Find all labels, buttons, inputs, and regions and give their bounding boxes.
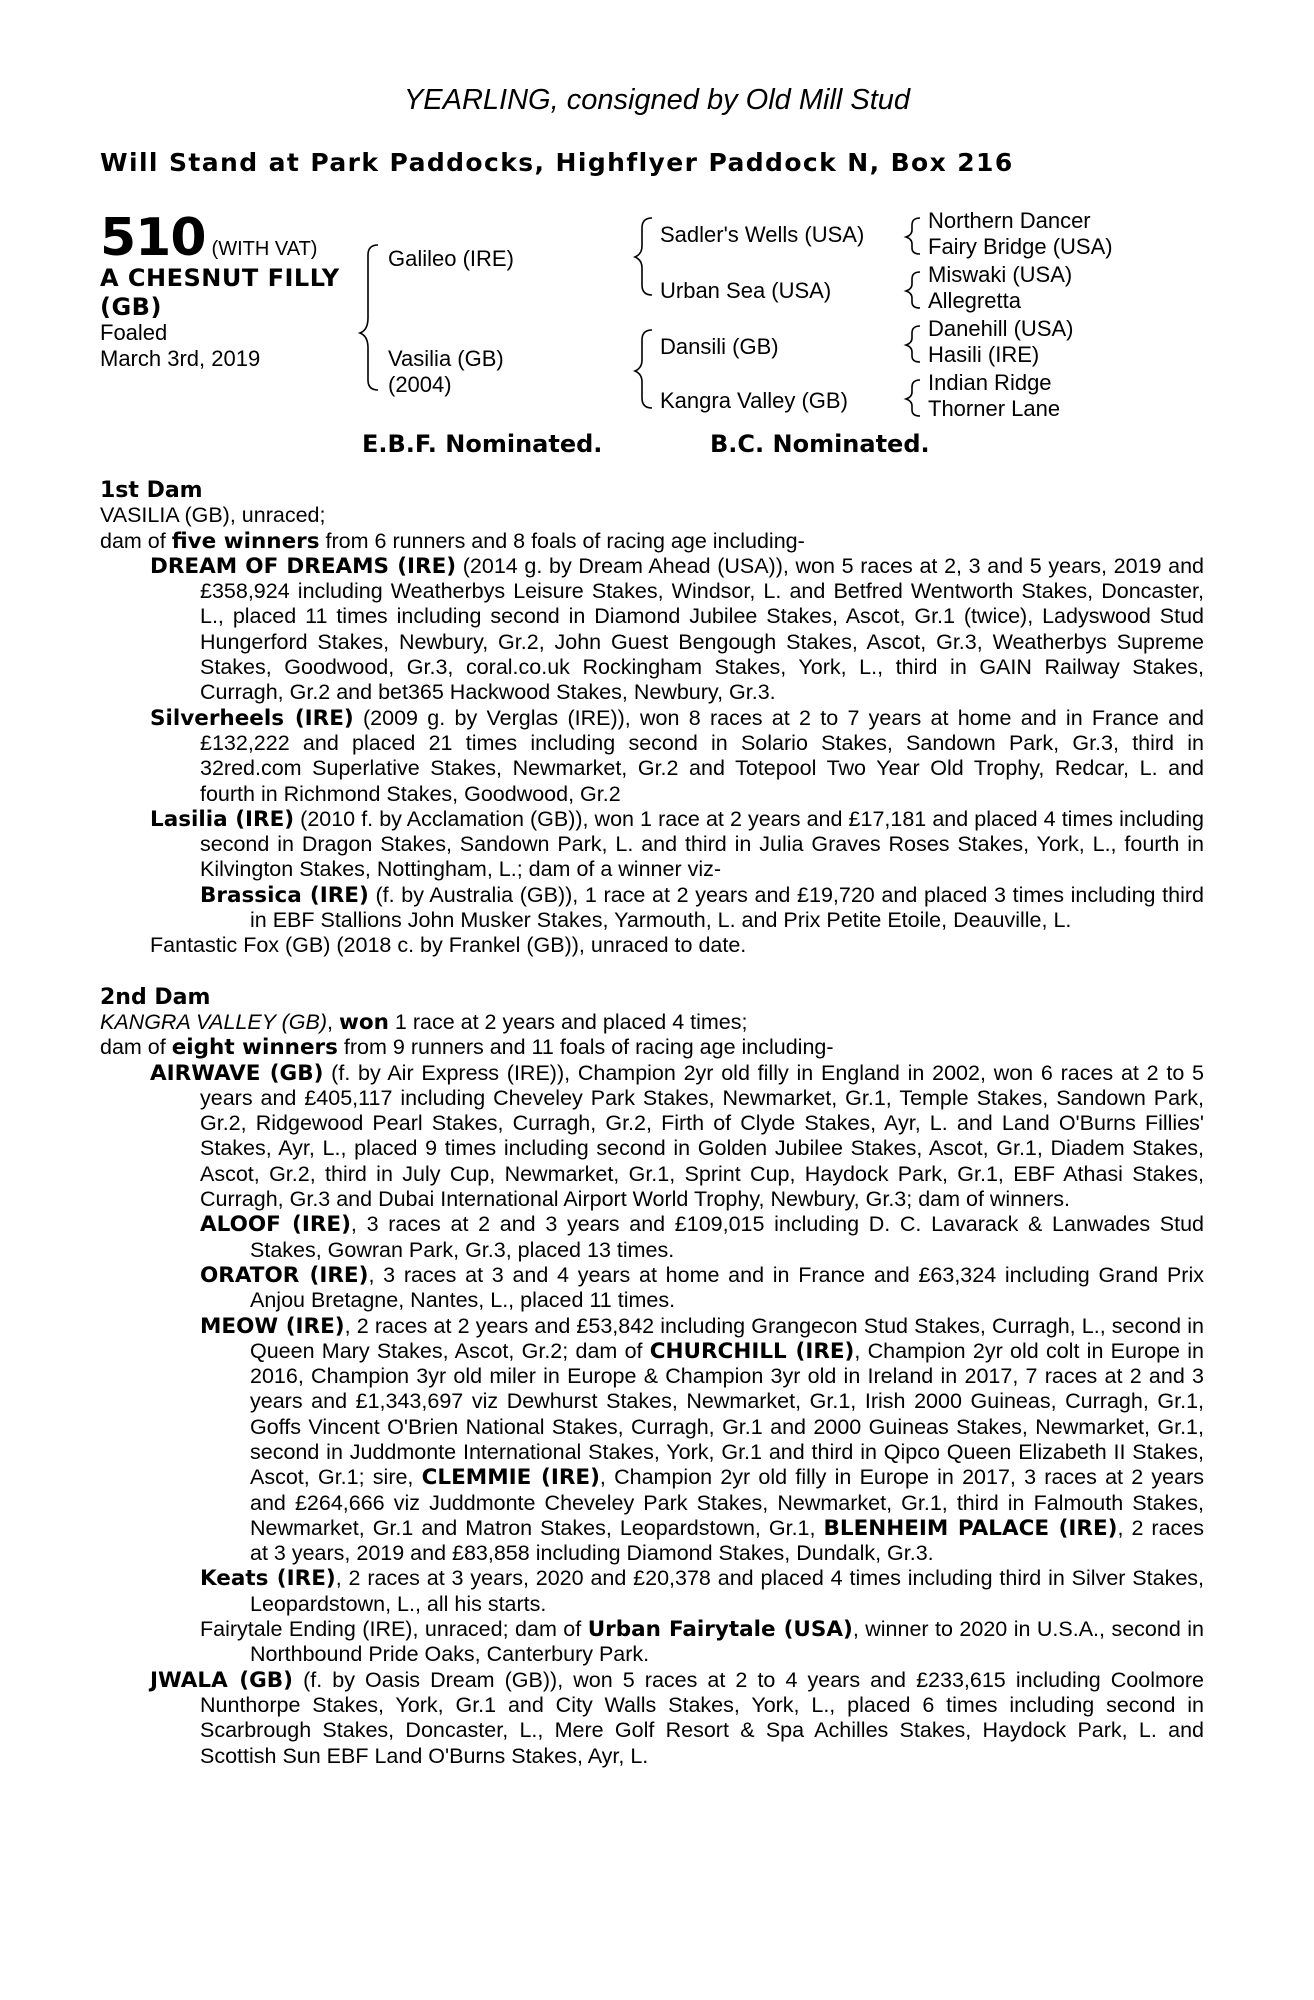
first-dam-heading: 1st Dam [100, 478, 203, 503]
entry-text: , winner to 2020 in U.S.A., second in Northbound Pride Oaks, Canterbury Park. [250, 1617, 1204, 1667]
summary-text: from 9 runners and 11 foals of racing age including- [337, 1035, 834, 1060]
pedigree-dss: Danehill (USA) [928, 316, 1074, 341]
produce-entry [100, 1263, 1204, 1314]
produce-entry [100, 1061, 1204, 1213]
produce-record [100, 478, 1204, 1769]
ebf-nomination: E.B.F. Nominated. [362, 430, 603, 458]
foaled-date: March 3rd, 2019 [100, 346, 261, 371]
brace-ss [906, 218, 920, 254]
produce-entry [100, 1617, 1204, 1668]
brace-sire [635, 218, 652, 295]
brace-dd [906, 380, 920, 416]
pedigree-sire-dam: Urban Sea (USA) [660, 278, 832, 303]
intro-text: 1 race at 2 years and placed 4 times; [388, 1009, 748, 1034]
summary-bold: five winners [171, 528, 320, 554]
horse-line-2: (GB) [100, 293, 162, 321]
entry-text: , Champion 2yr old colt in Europe in 2016, Champion 3yr old miler in Europe & Champion 3yr old in Ireland in 2017, 7 races at 2 and 3 years and £1,343,697 viz Dewhurst Stakes, Newmarket, Gr.1, Irish 2000 Guineas, Curragh, Gr.1, Goffs Vincent O'Brien National Stakes, Curragh, Gr.1 and 2000 Guineas Stakes, Newmarket, Gr.1, second in Juddmonte International Stakes, York, Gr.1 and third in Qipco Queen Elizabeth II Stakes, Ascot, Gr.1; sire, [250, 1338, 1204, 1490]
dam-name: KANGRA VALLEY (GB) [100, 1009, 328, 1034]
produce-entry [100, 807, 1204, 883]
entry-text: (f. by Australia (GB)), 1 race at 2 years and £19,720 and placed 3 times including third in EBF Stallions John Musker Stakes, Yarmouth, L. and Prix Petite Etoile, Deauville, L. [250, 882, 1204, 933]
horse-name: JWALA (GB) [150, 1667, 293, 1693]
pedigree-sds: Miswaki (USA) [928, 262, 1073, 287]
intro-bold: won [338, 1009, 389, 1035]
brace-dam [635, 330, 652, 408]
pedigree-sss: Northern Dancer [928, 208, 1091, 233]
brace-ds [906, 326, 920, 362]
horse-name: CLEMMIE (IRE) [421, 1465, 600, 1491]
pedigree-sire-sire: Sadler's Wells (USA) [660, 222, 865, 247]
produce-entry [100, 1668, 1204, 1769]
produce-entry [100, 1314, 1204, 1567]
horse-name: Silverheels (IRE) [150, 705, 354, 731]
entry-text: , 3 races at 2 and 3 years and £109,015 including D. C. Lavarack & Lanwades Stud Stakes, Gowran Park, Gr.3, placed 13 times. [250, 1212, 1204, 1262]
entry-text: (2009 g. by Verglas (IRE)), won 8 races at 2 to 7 years at home and in France and £132,222 and placed 21 times including second in Solario Stakes, Sandown Park, Gr.3, third in 32red.com Superlative Stakes, Newmarket, Gr.2 and Totepool Two Year Old Trophy, Redcar, L. and fourth in Richmond Stakes, Goodwood, Gr.2 [200, 705, 1204, 806]
horse-name: BLENHEIM PALACE (IRE) [823, 1515, 1118, 1541]
horse-name: ALOOF (IRE) [200, 1212, 351, 1238]
vat-note: (WITH VAT) [211, 238, 318, 260]
horse-name: ORATOR (IRE) [200, 1262, 369, 1288]
pedigree-dam: Vasilia (GB) [388, 346, 504, 371]
entry-text: , 2 races at 3 years, 2019 and £83,858 including Diamond Stakes, Dundalk, Gr.3. [250, 1515, 1204, 1566]
section-gap [100, 959, 1204, 985]
entry-text: (2014 g. by Dream Ahead (USA)), won 5 races at 2, 3 and 5 years, 2019 and £358,924 including Weatherbys Leisure Stakes, Windsor, L. and Betfred Wentworth Stakes, Doncaster, L., placed 11 times including second in Diamond Jubilee Stakes, Ascot, Gr.1 (twice), Ladyswood Stud Hungerford Stakes, Newbury, Gr.2, John Guest Bengough Stakes, Ascot, Gr.3, Weatherbys Supreme Stakes, Goodwood, Gr.3, coral.co.uk Rockingham Stakes, York, L., third in GAIN Railway Stakes, Curragh, Gr.2 and bet365 Hackwood Stakes, Newbury, Gr.3. [200, 553, 1204, 705]
pedigree-ddd: Thorner Lane [928, 396, 1061, 421]
intro-sep: , [327, 1009, 339, 1034]
pedigree-dam-sire: Dansili (GB) [660, 334, 779, 359]
stand-location: Will Stand at Park Paddocks, Highflyer Paddock N, Box 216 [100, 148, 1014, 177]
second-dam-intro [100, 1010, 1204, 1035]
first-dam-summary [100, 529, 1204, 554]
horse-name: DREAM OF DREAMS (IRE) [150, 553, 457, 579]
pedigree-dsd: Hasili (IRE) [928, 342, 1040, 367]
horse-name: MEOW (IRE) [200, 1313, 345, 1339]
horse-name: Urban Fairytale (USA) [587, 1617, 853, 1643]
horse-name: Keats (IRE) [200, 1566, 336, 1592]
entry-text: , Champion 2yr old filly in Europe in 2017, 3 races at 2 years and £264,666 viz Juddmonte Cheveley Park Stakes, Newmarket, Gr.1, third in Falmouth Stakes, Newmarket, Gr.1 and Matron Stakes, Leopardstown, Gr.1, [250, 1465, 1204, 1540]
produce-entry [100, 1566, 1204, 1617]
foaled-label: Foaled [100, 320, 168, 345]
pedigree-sire: Galileo (IRE) [388, 246, 514, 271]
pedigree-sdd: Allegretta [928, 288, 1021, 313]
horse-name: AIRWAVE (GB) [150, 1060, 324, 1086]
produce-entry [100, 883, 1204, 934]
brace-sd [906, 272, 920, 308]
entry-text: , 2 races at 2 years and £53,842 including Grangecon Stud Stakes, Curragh, L., second in Queen Mary Stakes, Ascot, Gr.2; dam of [250, 1313, 1205, 1363]
produce-entry [100, 554, 1204, 706]
entry-text: (2010 f. by Acclamation (GB)), won 1 race at 2 years and £17,181 and placed 4 times including second in Dragon Stakes, Sandown Park, L. and third in Julia Graves Roses Stakes, York, L., fourth in Kilvington Stakes, Nottingham, L.; dam of a winner viz- [200, 806, 1204, 882]
produce-entry [100, 1212, 1204, 1263]
second-dam-heading: 2nd Dam [100, 984, 211, 1010]
pedigree-dds: Indian Ridge [928, 370, 1052, 395]
entry-text: , 3 races at 3 and 4 years at home and in France and £63,324 including Grand Prix Anjou Bretagne, Nantes, L., placed 11 times. [250, 1262, 1204, 1313]
pedigree-ssd: Fairy Bridge (USA) [928, 234, 1113, 259]
second-dam-summary [100, 1035, 1204, 1060]
horse-line-1: A CHESNUT FILLY [100, 264, 340, 292]
summary-text: dam of [100, 1035, 172, 1060]
summary-text: from 6 runners and 8 foals of racing age including- [319, 528, 805, 553]
summary-text: dam of [100, 528, 172, 553]
entry-text: Fairytale Ending (IRE), unraced; dam of [200, 1617, 588, 1642]
pedigree-braces [0, 0, 1314, 460]
produce-entry: Fantastic Fox (GB) (2018 c. by Frankel (GB)), unraced to date. [150, 933, 747, 958]
entry-text: , 2 races at 3 years, 2020 and £20,378 and placed 4 times including third in Silver Stakes, Leopardstown, L., all his starts. [250, 1566, 1204, 1616]
pedigree-dam-dam: Kangra Valley (GB) [660, 388, 848, 413]
horse-name: Brassica (IRE) [200, 882, 369, 908]
pedigree-dam-year: (2004) [388, 372, 452, 397]
entry-text: (f. by Oasis Dream (GB)), won 5 races at 2 to 4 years and £233,615 including Coolmore Nunthorpe Stakes, York, Gr.1 and City Walls Stakes, York, L., placed 6 times including second in Scarbrough Stakes, Doncaster, L., Mere Golf Resort & Spa Achilles Stakes, Haydock Park, L. and Scottish Sun EBF Land O'Burns Stakes, Ayr, L. [200, 1667, 1204, 1768]
lot-number: 510 [100, 208, 206, 268]
bc-nomination: B.C. Nominated. [710, 430, 930, 458]
produce-entry [100, 706, 1204, 807]
horse-name: Lasilia (IRE) [150, 806, 295, 832]
horse-name: CHURCHILL (IRE) [649, 1338, 855, 1364]
summary-bold: eight winners [171, 1035, 338, 1061]
brace-generation-1 [360, 245, 378, 390]
first-dam-intro: VASILIA (GB), unraced; [100, 503, 326, 528]
consignor-heading: YEARLING, consigned by Old Mill Stud [403, 84, 911, 116]
entry-text: (f. by Air Express (IRE)), Champion 2yr old filly in England in 2002, won 6 races at 2 to 5 years and £405,117 including Cheveley Park Stakes, Newmarket, Gr.1, Temple Stakes, Sandown Park, Gr.2, Ridgewood Pearl Stakes, Curragh, Gr.2, Firth of Clyde Stakes, Ayr, L. and Land O'Burns Fillies' Stakes, Ayr, L., placed 9 times including second in Golden Jubilee Stakes, Ascot, Gr.1, Diadem Stakes, Ascot, Gr.2, third in July Cup, Newmarket, Gr.1, Sprint Cup, Haydock Park, Gr.1, EBF Athasi Stakes, Curragh, Gr.3 and Dubai International Airport World Trophy, Newbury, Gr.3; dam of winners. [200, 1060, 1204, 1212]
